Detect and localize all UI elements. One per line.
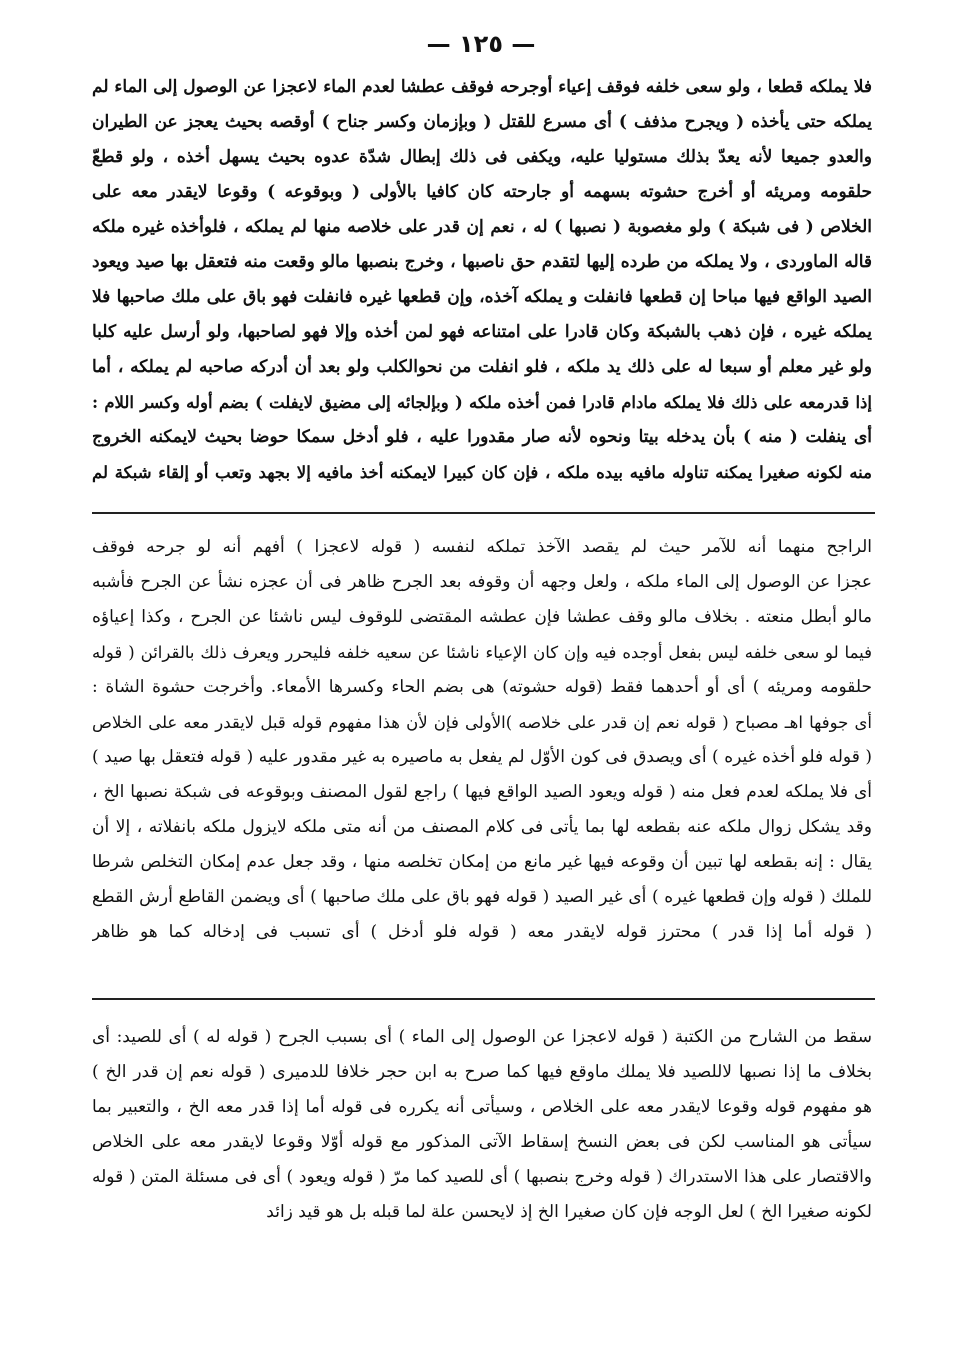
commentary-line: فيما لو سعى خلفه ليس بفعل أوجده فيه وإن كان الإعياء ناشئا عن سعيه خلفه فليحرر ويعرف ذلك بالقرائن ( قوله	[92, 643, 872, 662]
commentary-line: عجزا عن الوصول إلى الماء ملكه ، ولعل وجهه أن وقوفه بعد الجرح ظاهر فى أن عجزه نشأ عن الجرح فأشبه	[92, 572, 872, 592]
commentary-line: حلقومه ومريئه ) أى أو أحدهما فقط (قوله حشوته) هى بضم الحاء وكسرها الأمعاء. وأخرجت حشوة الشاة :	[92, 677, 872, 697]
main-text-line: والعدو جميعا لأنه يعدّ بذلك مستوليا عليه، ويكفى فى ذلك إبطال شدّة عدوه بحيث يسهل أخذه ، ولو قطعّ	[92, 147, 872, 167]
section-divider	[92, 998, 875, 1000]
commentary-line: أى جوفها اهـ مصباح ( قوله نعم إن قدر على خلاصه )الأولى فإن لأن هذا مفهوم قوله قبل لايقدر معه على الخلاص	[92, 713, 872, 732]
main-text-line: يملكه حتى يأخذه ( ويجرح مذفف ) أى مسرع للقتل ( وبإزمان وكسر جناح ) أوقصه بحيث يعجز عن الطيران	[92, 112, 872, 132]
commentary-line: الراجح منهما أنه للآمر حيث لم يقصد الآخذ تملكه لنفسه ( قوله لاعجزا ) أفهم أنه لو جرحه فوقف	[92, 537, 872, 557]
commentary-line: للملك ( قوله وإن قطعها غيره ) أى غير الصيد ( قوله فهو باق على ملك صاحبها ) أى ويضمن القاطع أرش القطع	[92, 887, 872, 907]
marginalia-line: هو مفهوم قوله وقوعا لايقدر معه على الخلاص ، وسيأتى أنه يكرره فى قوله أما إذا قدر معه الخ ، والتعبير بما	[92, 1097, 872, 1117]
commentary-line: وقد يشكل زوال ملكه عنه بقطعه لها بما يأتى فى كلام المصنف من أنه متى ملكه لايزول ملكه بانفلاته ، إلا أن	[92, 817, 872, 837]
main-text-line: قاله الماوردى ، ولا يملكه من طرده إليها لتقدم حق ناصبها ، وخرج بنصبها مالو وقعت منه فتعقل بها صيد ويعود	[92, 252, 872, 272]
marginalia-line: والاقتصار على هذا الاستدراك ( قوله وخرج بنصبها ) أى للصيد كما مرّ ( قوله ويعود ) أى فى مسئلة المتن ( قوله	[92, 1167, 872, 1187]
commentary-line: يقال : إنه بقطعه لها تبين أن وقوعه فيها غير مانع من إمكان تخلصه منها ، وقد جعل عدم إمكان التخلص شرطا	[92, 852, 872, 872]
marginalia-line: بخلاف ما إذا نصبها لاللصيد فلا يملك ماوقع فيها كما صرح به ابن حجر خلافا للدميرى ( قوله نعم إن قدر الخ )	[92, 1062, 872, 1082]
main-text-line: يملكه غيره ، فإن ذهب بالشبكة وكان قادرا على امتناعه فهو لمن أخذه وإلا فهو لصاحبها، ولو أرسل عليه كلبا	[92, 322, 872, 342]
main-text-line: الصيد الواقع فيها مباحا إن قطعها فانفلت و يملكه آخذه، وإن قطعها غيره فانفلت فهو باق على ملك صاحبها فلا	[92, 287, 872, 307]
main-text-line: حلقومه ومريئه أو أخرج حشوته بسهمه أو جارحته كان كافيا بالأولى ( وبوقوعه ) وقوعا لايقدر معه على	[92, 182, 872, 202]
commentary-line: ( قوله أما إذا قدر ) محترز قوله لايقدر معه ( قوله فلو أدخل ) أى تسبب فى إدخاله كما هو ظاهر	[92, 922, 872, 942]
main-text-line: الخلاص ( فى شبكة ) ولو مغصوبة ( نصبها ) له ، نعم إن قدر على خلاصه منها لم يملكه ، فلوأخذه غيره ملكه	[92, 217, 872, 237]
marginalia-block	[92, 1020, 872, 1230]
commentary-block	[92, 530, 872, 950]
main-text-block	[92, 70, 872, 490]
commentary-line: مالو أبطل منعته . بخلاف مالو وقف عطشا فإن عطشه المقتضى للوقوف ليس ناشئا عن الجرح ، وكذا إعياؤه	[92, 607, 872, 627]
main-text-line: فلا يملكه قطعا ، ولو سعى خلفه فوقف إعياء أوجرحه فوقف عطشا لعدم الماء لاعجزا عن الوصول إلى الماء لم	[92, 77, 872, 97]
section-divider	[92, 512, 875, 514]
marginalia-line: لكونه صغيرا الخ ) لعل الوجه فإن كان صغيرا الخ إذ لايحسن علة لما قبله بل هو قيد زائد	[266, 1202, 872, 1222]
marginalia-line: سقط من الشارح من الكتبة ( قوله لاعجزا عن الوصول إلى الماء ) أى بسبب الجرح ( قوله له ) أى للصيد: أى	[92, 1027, 872, 1047]
main-text-line: ولو غير معلم أو سبعا له على ذلك يد ملكه ، فلو انفلت من نحوالكلب ولو بعد أن أدركه صاحبه لم يملكه ، أما	[92, 357, 872, 377]
commentary-line: أى فلا يملكه لعدم فعل منه ( قوله ويعود الصيد الواقع فيها ) راجع لقول المصنف وبوقوعه فى شبكة نصبها الخ ،	[92, 782, 872, 802]
main-text-line: منه لكونه صغيرا يمكنه تناوله مافيه بيده ملكه ، فإن كان كبيرا لايمكنه أخذ مافيه إلا بجهد وتعب أو إلقاء شبكة لم	[92, 463, 872, 482]
main-text-line: إذا قدرمعه على ذلك فلا يملكه مادام قادرا فمن أخذه ملكه ( وبإلجائه إلى مضيق لايفلت ) بضم أوله وكسر اللام :	[92, 393, 872, 412]
marginalia-line: سيأتى هو المناسب لكن فى بعض النسخ إسقاط الآتى المذكور مع قوله أوّلا وقوعا لايقدر معه على الخلاص	[92, 1132, 872, 1152]
commentary-line: ( قوله فلو أخذه غيره ) أى ويصدق فى كون الأوّل لم يفعل به ماصيره به غير مقدور عليه ( قوله فتعقل بها صيد )	[92, 747, 872, 767]
page-number: — ١٢٥ —	[426, 30, 536, 58]
main-text-line: أى ينفلت ( منه ) بأن يدخله بيتا ونحوه لأنه صار مقدورا عليه ، فلو أدخل سمكا حوضا بحيث لايمكنه الخروج	[92, 427, 872, 447]
